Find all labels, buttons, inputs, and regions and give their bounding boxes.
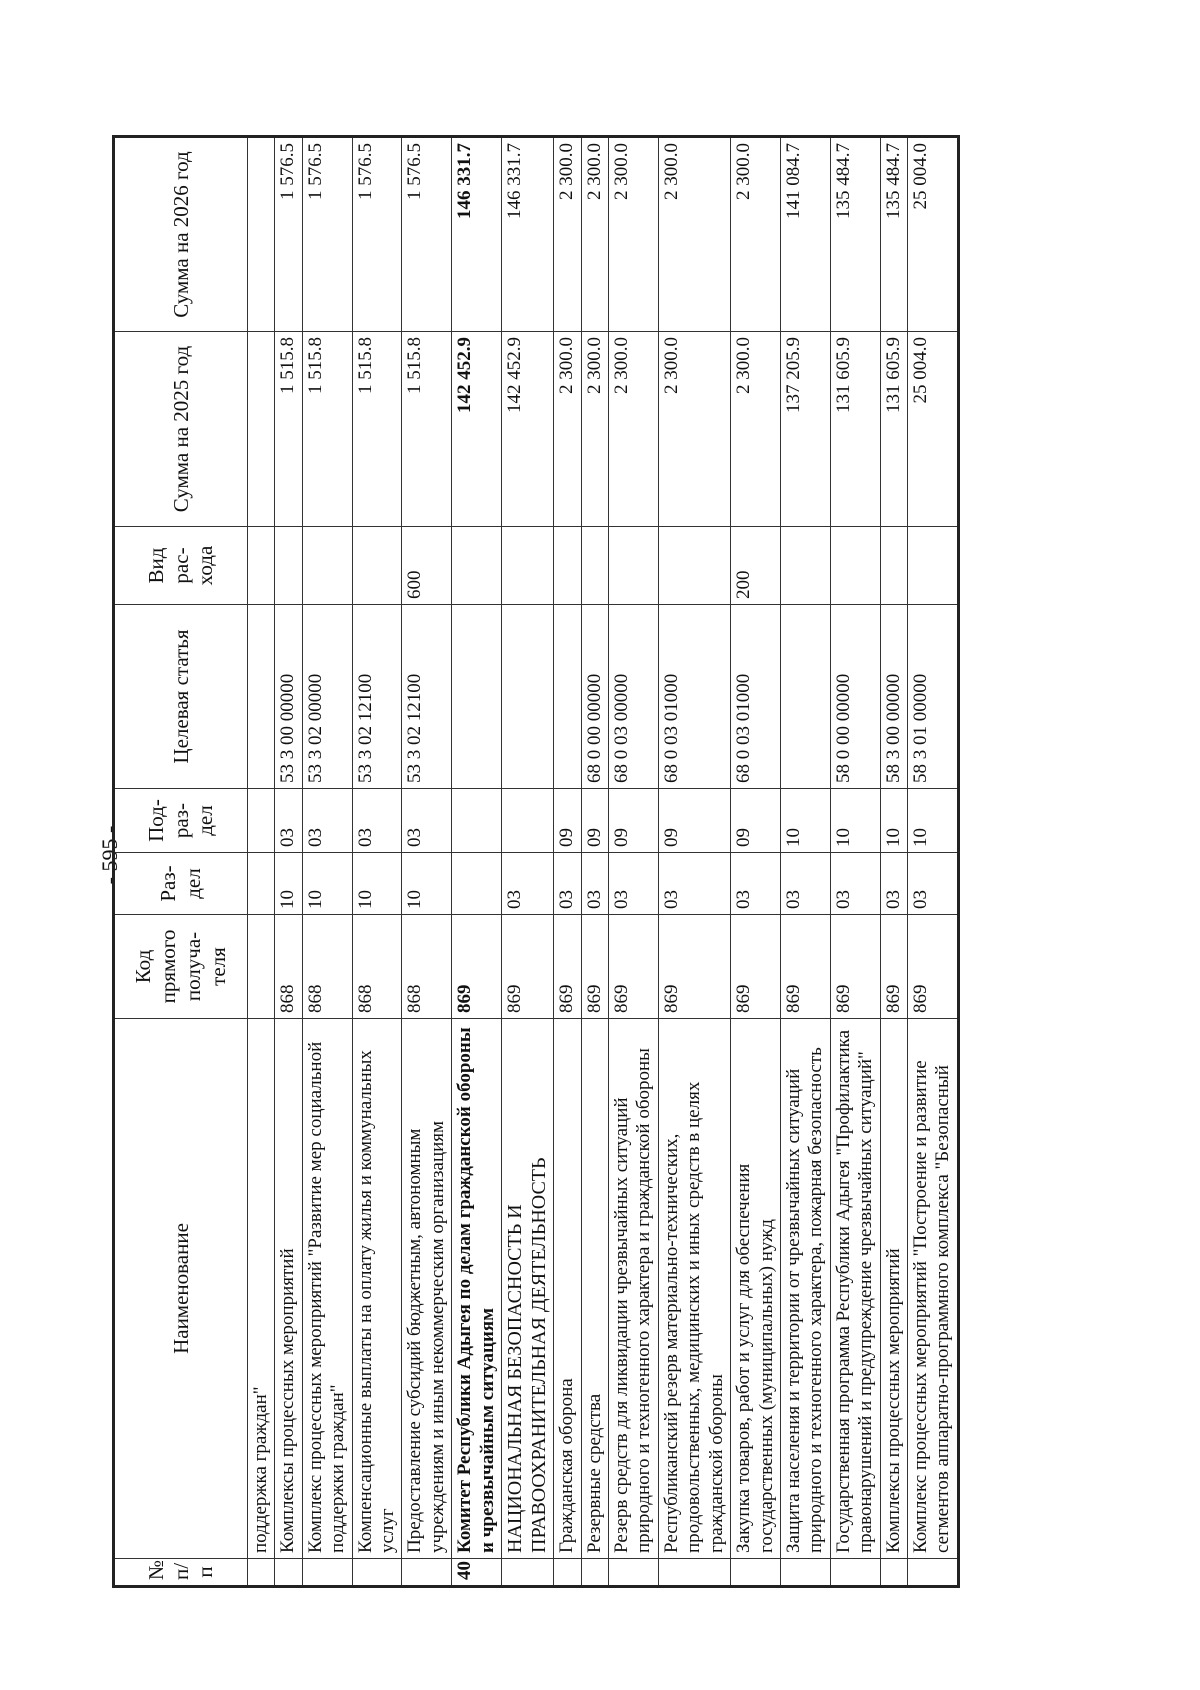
row-section: 03 <box>731 853 781 915</box>
table-row <box>880 137 907 1587</box>
row-recipient-code: 868 <box>402 915 452 1019</box>
row-sum-2025: 2 300.0 <box>581 332 608 527</box>
row-number <box>554 1559 581 1587</box>
table-header-row <box>114 137 248 1587</box>
row-expense-type <box>581 527 608 605</box>
row-recipient-code: 869 <box>502 915 554 1019</box>
row-number <box>780 1559 830 1587</box>
row-section: 03 <box>658 853 730 915</box>
row-subsection: 09 <box>581 789 608 853</box>
row-sum-2025: 2 300.0 <box>609 332 659 527</box>
row-name: Комплексы процессных мероприятий <box>880 1019 907 1559</box>
row-expense-type: 200 <box>731 527 781 605</box>
row-name: Комплексы процессных мероприятий <box>275 1019 302 1559</box>
row-recipient-code: 869 <box>830 915 880 1019</box>
row-sum-2025: 1 515.8 <box>402 332 452 527</box>
row-subsection: 10 <box>780 789 830 853</box>
header-sum-2025: Сумма на 2025 год <box>114 332 248 527</box>
row-sum-2025: 142 452.9 <box>452 332 502 527</box>
header-sum-2026: Сумма на 2026 год <box>114 137 248 332</box>
table-row <box>658 137 730 1587</box>
row-name: поддержка граждан" <box>248 1019 275 1559</box>
row-target-article <box>248 605 275 789</box>
row-recipient-code: 869 <box>658 915 730 1019</box>
row-sum-2026: 2 300.0 <box>658 137 730 332</box>
row-sum-2026: 2 300.0 <box>554 137 581 332</box>
table-row <box>609 137 659 1587</box>
row-sum-2026: 1 576.5 <box>302 137 352 332</box>
row-number <box>658 1559 730 1587</box>
row-sum-2026: 2 300.0 <box>581 137 608 332</box>
row-target-article <box>554 605 581 789</box>
row-target-article: 68 0 03 01000 <box>731 605 781 789</box>
row-recipient-code: 869 <box>452 915 502 1019</box>
row-section <box>248 853 275 915</box>
row-name: Государственная программа Республики Адыгея "Профилактика правонарушений и предупреждение чрезвычайных ситуаций" <box>830 1019 880 1559</box>
row-subsection: 03 <box>302 789 352 853</box>
row-section: 03 <box>907 853 958 915</box>
row-subsection: 03 <box>352 789 402 853</box>
row-subsection <box>452 789 502 853</box>
budget-table-sheet <box>112 138 1126 1588</box>
table-row <box>581 137 608 1587</box>
header-section: Раз-дел <box>114 853 248 915</box>
row-expense-type <box>275 527 302 605</box>
row-target-article: 58 3 00 00000 <box>880 605 907 789</box>
header-name: Наименование <box>114 1019 248 1559</box>
row-target-article: 68 0 03 00000 <box>609 605 659 789</box>
row-target-article <box>502 605 554 789</box>
header-number: № п/п <box>114 1559 248 1587</box>
table-body <box>248 137 959 1587</box>
header-recipient-code: Код прямого получа-теля <box>114 915 248 1019</box>
table-row <box>352 137 402 1587</box>
row-recipient-code <box>248 915 275 1019</box>
row-sum-2026: 135 484.7 <box>880 137 907 332</box>
table-row <box>302 137 352 1587</box>
row-expense-type <box>302 527 352 605</box>
row-expense-type <box>830 527 880 605</box>
row-subsection: 09 <box>554 789 581 853</box>
row-recipient-code: 869 <box>581 915 608 1019</box>
row-target-article: 58 3 01 00000 <box>907 605 958 789</box>
header-target-article: Целевая статья <box>114 605 248 789</box>
row-section: 10 <box>302 853 352 915</box>
row-sum-2026: 135 484.7 <box>830 137 880 332</box>
row-expense-type <box>554 527 581 605</box>
table-row <box>502 137 554 1587</box>
row-name: НАЦИОНАЛЬНАЯ БЕЗОПАСНОСТЬ И ПРАВООХРАНИТЕЛЬНАЯ ДЕЯТЕЛЬНОСТЬ <box>502 1019 554 1559</box>
table-row <box>780 137 830 1587</box>
row-number: 40 <box>452 1559 502 1587</box>
row-sum-2025: 131 605.9 <box>830 332 880 527</box>
row-sum-2026: 2 300.0 <box>731 137 781 332</box>
row-expense-type <box>452 527 502 605</box>
row-number <box>402 1559 452 1587</box>
row-sum-2025: 2 300.0 <box>554 332 581 527</box>
row-expense-type <box>352 527 402 605</box>
row-target-article: 53 3 02 12100 <box>402 605 452 789</box>
row-section: 03 <box>880 853 907 915</box>
row-name: Предоставление субсидий бюджетным, автономным учреждениям и иным некоммерческим организациям <box>402 1019 452 1559</box>
row-name: Комплекс процессных мероприятий "Развитие мер социальной поддержки граждан" <box>302 1019 352 1559</box>
page-number: - 595 - <box>97 825 122 885</box>
row-number <box>248 1559 275 1587</box>
row-number <box>907 1559 958 1587</box>
row-section: 03 <box>830 853 880 915</box>
row-name: Комплекс процессных мероприятий "Построение и развитие сегментов аппаратно-программного комплекса "Безопасный <box>907 1019 958 1559</box>
row-expense-type <box>609 527 659 605</box>
row-recipient-code: 869 <box>609 915 659 1019</box>
row-expense-type <box>248 527 275 605</box>
row-sum-2025: 25 004.0 <box>907 332 958 527</box>
table-row <box>731 137 781 1587</box>
row-number <box>731 1559 781 1587</box>
row-name: Резервные средства <box>581 1019 608 1559</box>
row-sum-2026: 1 576.5 <box>275 137 302 332</box>
row-number <box>880 1559 907 1587</box>
row-section <box>452 853 502 915</box>
row-name: Республиканский резерв материально-технических, продовольственных, медицинских и иных средств в целях гражданской обороны <box>658 1019 730 1559</box>
row-subsection: 09 <box>609 789 659 853</box>
row-target-article: 53 3 02 00000 <box>302 605 352 789</box>
table-row <box>554 137 581 1587</box>
row-sum-2025: 1 515.8 <box>302 332 352 527</box>
row-number <box>352 1559 402 1587</box>
row-name: Резерв средств для ликвидации чрезвычайных ситуаций природного и техногенного характера и гражданской обороны <box>609 1019 659 1559</box>
row-recipient-code: 868 <box>302 915 352 1019</box>
row-name: Комитет Республики Адыгея по делам гражданской обороны и чрезвычайным ситуациям <box>452 1019 502 1559</box>
row-expense-type <box>502 527 554 605</box>
row-subsection: 03 <box>402 789 452 853</box>
row-target-article: 58 0 00 00000 <box>830 605 880 789</box>
table-row <box>248 137 275 1587</box>
row-section: 03 <box>609 853 659 915</box>
row-number <box>609 1559 659 1587</box>
row-target-article: 68 0 03 01000 <box>658 605 730 789</box>
row-subsection: 09 <box>731 789 781 853</box>
table-row <box>452 137 502 1587</box>
row-recipient-code: 869 <box>907 915 958 1019</box>
row-sum-2025: 1 515.8 <box>275 332 302 527</box>
row-sum-2026: 146 331.7 <box>452 137 502 332</box>
row-target-article: 53 3 00 00000 <box>275 605 302 789</box>
row-sum-2026 <box>248 137 275 332</box>
header-subsection: Под-раз-дел <box>114 789 248 853</box>
table-row <box>830 137 880 1587</box>
row-recipient-code: 869 <box>731 915 781 1019</box>
header-expense-type: Вид рас-хода <box>114 527 248 605</box>
row-section: 03 <box>780 853 830 915</box>
row-sum-2026: 141 084.7 <box>780 137 830 332</box>
row-number <box>830 1559 880 1587</box>
row-subsection <box>248 789 275 853</box>
row-sum-2025: 131 605.9 <box>880 332 907 527</box>
row-subsection: 09 <box>658 789 730 853</box>
row-sum-2026: 25 004.0 <box>907 137 958 332</box>
row-recipient-code: 869 <box>780 915 830 1019</box>
row-section: 10 <box>275 853 302 915</box>
row-expense-type: 600 <box>402 527 452 605</box>
row-number <box>581 1559 608 1587</box>
row-subsection: 10 <box>880 789 907 853</box>
row-target-article: 68 0 00 00000 <box>581 605 608 789</box>
row-sum-2026: 2 300.0 <box>609 137 659 332</box>
row-section: 10 <box>402 853 452 915</box>
row-expense-type <box>658 527 730 605</box>
row-sum-2025: 1 515.8 <box>352 332 402 527</box>
row-name: Гражданская оборона <box>554 1019 581 1559</box>
row-section: 03 <box>581 853 608 915</box>
row-section: 03 <box>554 853 581 915</box>
row-name: Компенсационные выплаты на оплату жилья и коммунальных услуг <box>352 1019 402 1559</box>
budget-table <box>112 135 960 1588</box>
row-section: 03 <box>502 853 554 915</box>
row-target-article <box>780 605 830 789</box>
table-row <box>402 137 452 1587</box>
row-target-article: 53 3 02 12100 <box>352 605 402 789</box>
row-number <box>502 1559 554 1587</box>
row-recipient-code: 868 <box>352 915 402 1019</box>
row-section: 10 <box>352 853 402 915</box>
table-row <box>275 137 302 1587</box>
table-row <box>907 137 958 1587</box>
row-sum-2025 <box>248 332 275 527</box>
row-name: Защита населения и территории от чрезвычайных ситуаций природного и техногенного характера, пожарная безопасность <box>780 1019 830 1559</box>
row-subsection <box>502 789 554 853</box>
row-target-article <box>452 605 502 789</box>
row-expense-type <box>880 527 907 605</box>
row-number <box>302 1559 352 1587</box>
row-name: Закупка товаров, работ и услуг для обеспечения государственных (муниципальных) нужд <box>731 1019 781 1559</box>
row-expense-type <box>907 527 958 605</box>
row-subsection: 10 <box>907 789 958 853</box>
row-expense-type <box>780 527 830 605</box>
row-sum-2025: 142 452.9 <box>502 332 554 527</box>
row-sum-2025: 2 300.0 <box>731 332 781 527</box>
row-sum-2026: 146 331.7 <box>502 137 554 332</box>
row-sum-2026: 1 576.5 <box>402 137 452 332</box>
row-number <box>275 1559 302 1587</box>
row-recipient-code: 868 <box>275 915 302 1019</box>
row-sum-2025: 2 300.0 <box>658 332 730 527</box>
row-recipient-code: 869 <box>554 915 581 1019</box>
row-recipient-code: 869 <box>880 915 907 1019</box>
row-subsection: 10 <box>830 789 880 853</box>
row-sum-2025: 137 205.9 <box>780 332 830 527</box>
row-sum-2026: 1 576.5 <box>352 137 402 332</box>
row-subsection: 03 <box>275 789 302 853</box>
